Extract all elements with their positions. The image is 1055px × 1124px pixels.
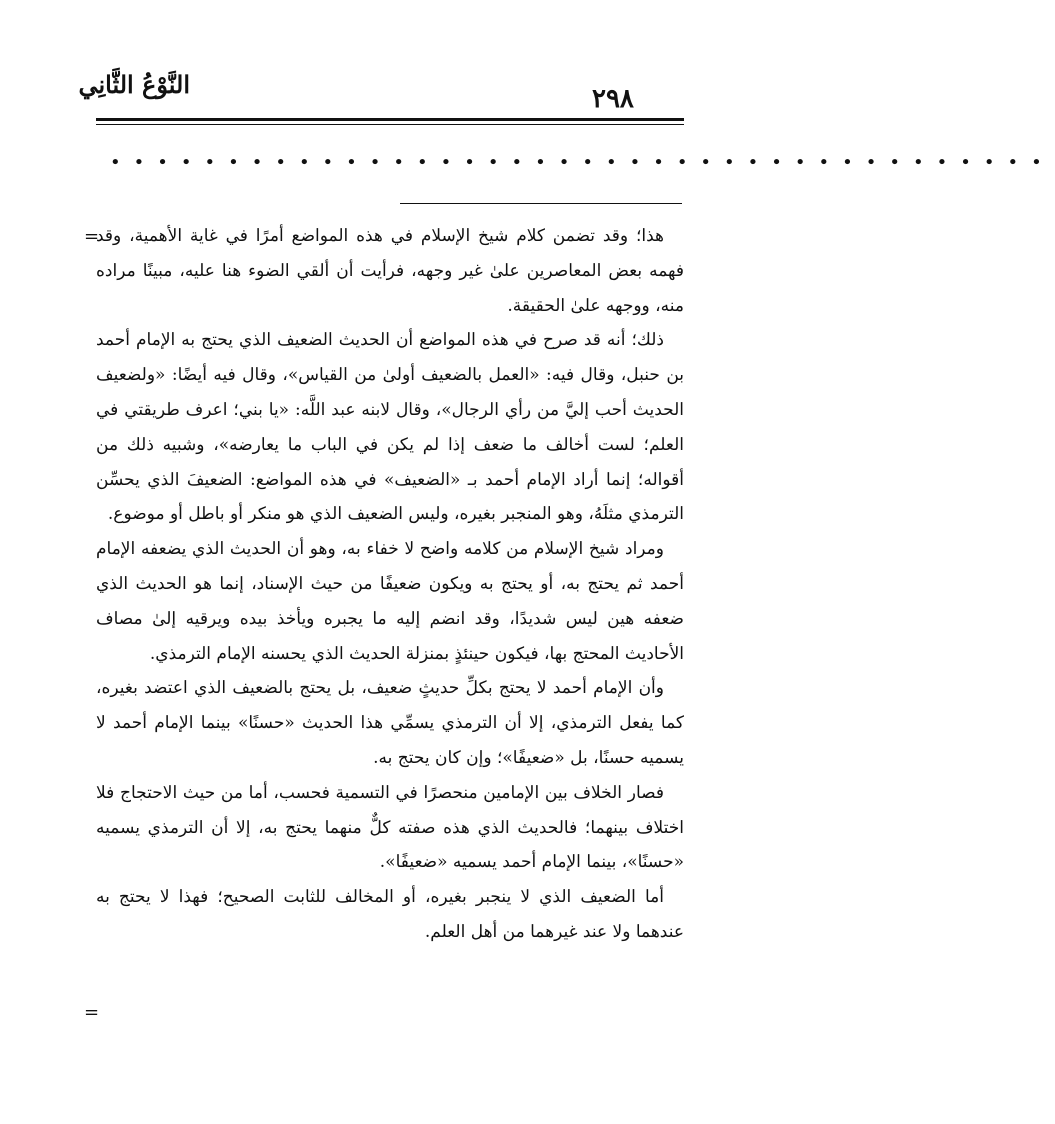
footnote-paragraph-1: هذا؛ وقد تضمن كلام شيخ الإسلام في هذه المواضع أمرًا في غاية الأهمية، وقد فهمه بعض المعاصرين علىٰ غير وجهه، فرأيت أن ألقي الضوء هنا عليه، مبينًا مراده منه، ووجهه علىٰ الحقيقة. [96,226,684,316]
continuation-mark-top: = [84,226,100,247]
footnote-paragraph-5: فصار الخلاف بين الإمامين منحصرًا في التسمية فحسب، أما من حيث الاحتجاج فلا اختلاف بينهما؛ فالحديث الذي هذه صفته كلٌّ منهما يحتج به، إلا أن الترمذي يسميه «حسنًا»، بينما الإمام أحمد يسميه «ضعيفًا». [96,782,684,873]
header-rule-thick [96,118,684,121]
page-number: ٢٩٨ [592,84,634,114]
ellipsis-separator: •••••••••••••••••••••••••••••••••••••••• [110,152,1055,173]
header-rule-thin [96,124,684,125]
footnote-paragraph-2: ذلك؛ أنه قد صرح في هذه المواضع أن الحديث الضعيف الذي يحتج به الإمام أحمد بن حنبل، وقال فيه: «العمل بالضعيف أولىٰ من القياس»، وقال فيه أيضًا: «ولضعيف الحديث أحب إليَّ من رأي الرجال»، وقال لابنه عبد اللَّه: «يا بني؛ اعرف طريقتي في العلم؛ لست أخالف ما ضعف إذا لم يكن في الباب ما يعارضه»، وشبيه ذلك من أقواله؛ إنما أراد الإمام أحمد بـ «الضعيف» في هذه المواضع: الضعيفَ الذي يحسِّن الترمذي مثلَهُ، وهو المنجبر بغيره، وليس الضعيف الذي هو منكر أو باطل أو موضوع. [96,330,684,525]
footnote-paragraph-3: ومراد شيخ الإسلام من كلامه واضح لا خفاء به، وهو أن الحديث الذي يضعفه الإمام أحمد ثم يحتج به، أو يحتج به ويكون ضعيفًا من حيث الإسناد، إنما هو الحديث الذي ضعفه هين ليس شديدًا، وقد انضم إليه ما يجبره ويأخذ بيده ويرقيه إلىٰ مصاف الأحاديث المحتج بها، فيكون حينئذٍ بمنزلة الحديث الذي يحسنه الإمام الترمذي. [96,539,684,664]
footnote-separator [400,203,682,204]
chapter-title: النَّوْعُ الثَّانِي [78,70,190,99]
continuation-mark-bottom: = [84,1002,100,1023]
footnote-body [96,219,684,950]
footnote-paragraph-6: أما الضعيف الذي لا ينجبر بغيره، أو المخالف للثابت الصحيح؛ فهذا لا يحتج به عندهما ولا عند غيرهما من أهل العلم. [96,887,684,942]
footnote-paragraph-4: وأن الإمام أحمد لا يحتج بكلِّ حديثٍ ضعيف، بل يحتج بالضعيف الذي اعتضد بغيره، كما يفعل الترمذي، إلا أن الترمذي يسمِّي هذا الحديث «حسنًا» بينما الإمام أحمد لا يسميه حسنًا، بل «ضعيفًا»؛ وإن كان يحتج به. [96,678,684,768]
